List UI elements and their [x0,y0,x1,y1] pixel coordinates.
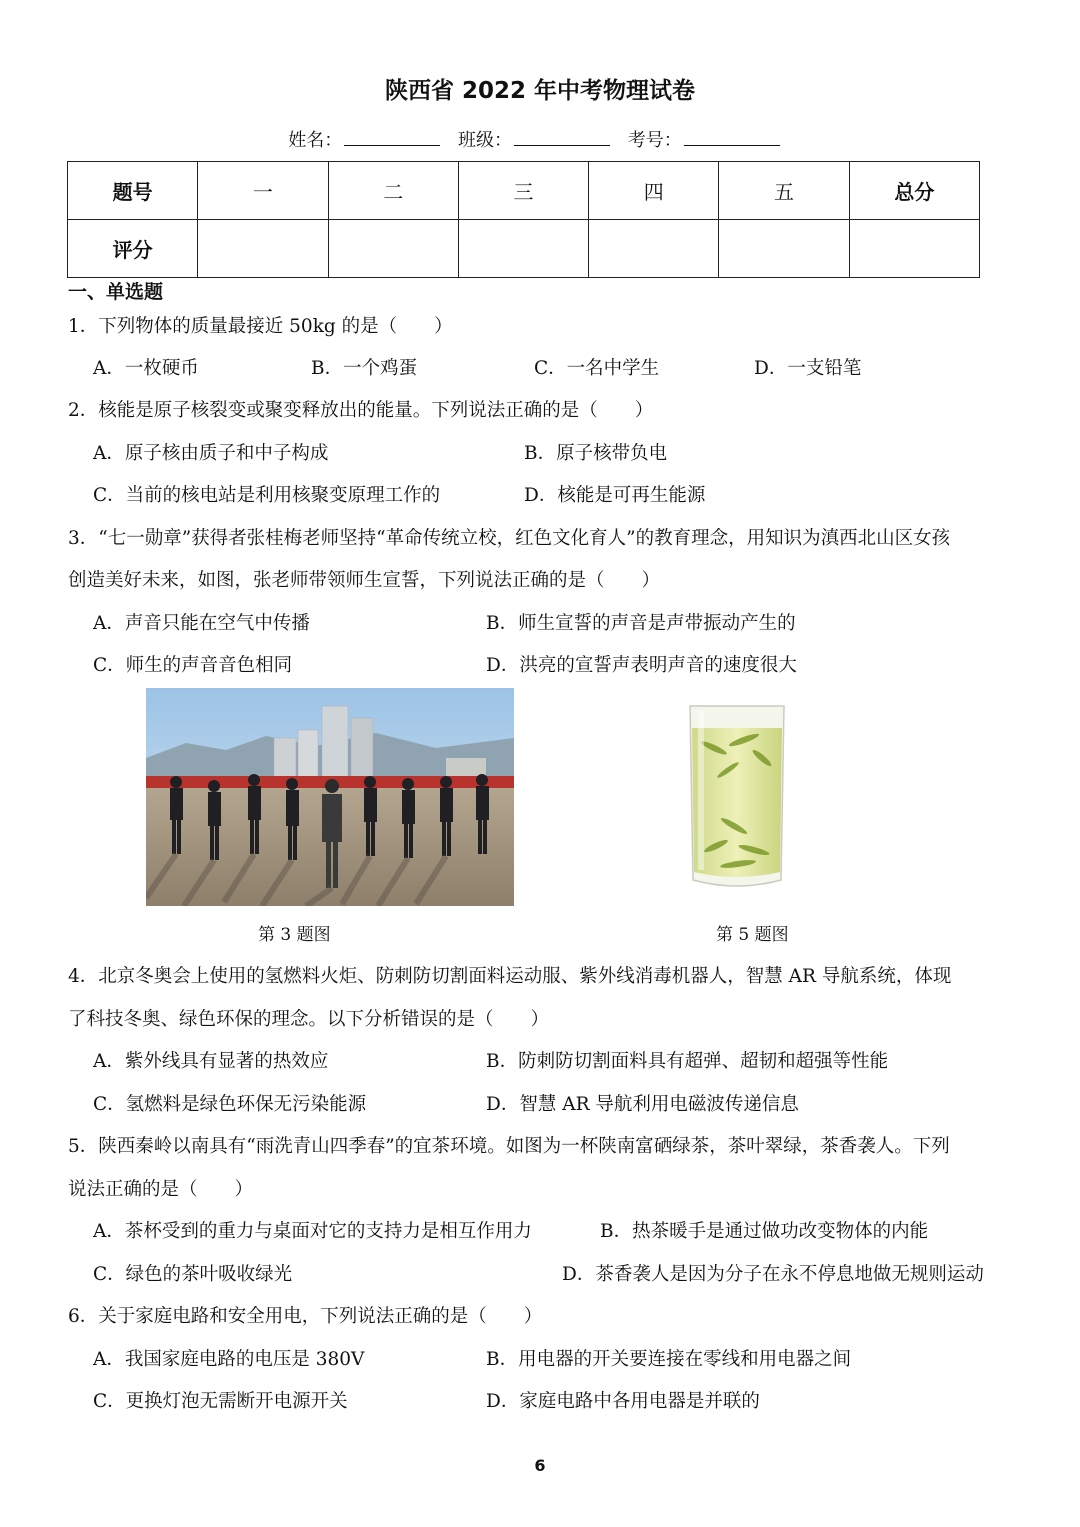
score-table [67,161,980,278]
question-3-stem-line1: 3．“七一勋章”获得者张桂梅老师坚持“革命传统立校，红色文化育人”的教育理念，用知识为滇西北山区女孩 [68,528,951,549]
q1-option-c: C．一名中学生 [534,358,660,379]
q6-option-d: D．家庭电路中各用电器是并联的 [486,1391,760,1412]
page-title: 陕西省 2022 年中考物理试卷 [384,78,696,104]
score-cell[interactable] [458,220,588,278]
figure-3-caption: 第 3 题图 [258,925,331,945]
q2-option-c: C．当前的核电站是利用核聚变原理工作的 [93,485,441,506]
question-5-stem-line2: 说法正确的是（ ） [68,1179,254,1200]
name-label: 姓名： [288,130,343,151]
q4-option-d: D．智慧 AR 导航利用电磁波传递信息 [486,1094,799,1115]
exam-no-label: 考号： [627,130,682,151]
q5-option-b: B．热茶暖手是通过做功改变物体的内能 [600,1221,929,1242]
score-cell[interactable] [589,220,719,278]
q6-option-b: B．用电器的开关要连接在零线和用电器之间 [486,1349,852,1370]
q3-option-a: A．声音只能在空气中传播 [93,613,310,634]
score-header-cell: 总分 [849,162,979,220]
question-5-stem-line1: 5．陕西秦岭以南具有“雨洗青山四季春”的宜茶环境。如图为一杯陕南富硒绿茶，茶叶翠绿，茶香袭人。下列 [68,1136,950,1157]
score-table-header-row [68,162,980,220]
oath-ceremony-photo [146,688,514,906]
score-cell[interactable] [198,220,328,278]
page-number: 6 [534,1456,546,1475]
question-3-stem-line2: 创造美好未来，如图，张老师带领师生宣誓，下列说法正确的是（ ） [68,570,661,591]
q6-option-c: C．更换灯泡无需断开电源开关 [93,1391,348,1412]
section-title: 一、单选题 [68,281,164,303]
q4-option-b: B．防刺防切割面料具有超弹、超韧和超强等性能 [486,1051,889,1072]
question-4-stem-line2: 了科技冬奥、绿色环保的理念。以下分析错误的是（ ） [68,1009,550,1030]
question-1-stem: 1．下列物体的质量最接近 50kg 的是（ ） [68,316,453,337]
score-cell[interactable] [849,220,979,278]
class-blank[interactable] [514,127,610,146]
exam-no-blank[interactable] [684,127,780,146]
score-row-label: 评分 [68,220,198,278]
q2-option-d: D．核能是可再生能源 [524,485,706,506]
score-header-cell: 四 [589,162,719,220]
q4-option-c: C．氢燃料是绿色环保无污染能源 [93,1094,367,1115]
q4-option-a: A．紫外线具有显著的热效应 [93,1051,329,1072]
q1-option-a: A．一枚硬币 [93,358,199,379]
score-header-cell: 三 [458,162,588,220]
score-header-cell: 二 [328,162,458,220]
score-header-cell: 题号 [68,162,198,220]
q5-option-c: C．绿色的茶叶吸收绿光 [93,1264,293,1285]
name-blank[interactable] [344,127,440,146]
score-table-score-row [68,220,980,278]
q1-option-b: B．一个鸡蛋 [311,358,418,379]
student-info-line [0,126,1080,152]
q3-option-d: D．洪亮的宣誓声表明声音的速度很大 [486,655,797,676]
green-tea-glass-photo [684,700,790,895]
question-6-stem: 6．关于家庭电路和安全用电，下列说法正确的是（ ） [68,1306,543,1327]
q1-option-d: D．一支铅笔 [754,358,862,379]
class-label: 班级： [458,130,512,151]
score-cell[interactable] [328,220,458,278]
figure-5-caption: 第 5 题图 [716,925,789,945]
q3-option-c: C．师生的声音音色相同 [93,655,293,676]
q5-option-a: A．茶杯受到的重力与桌面对它的支持力是相互作用力 [93,1221,532,1242]
question-2-stem: 2．核能是原子核裂变或聚变释放出的能量。下列说法正确的是（ ） [68,400,654,421]
score-header-cell: 一 [198,162,328,220]
q2-option-a: A．原子核由质子和中子构成 [93,443,329,464]
score-cell[interactable] [719,220,849,278]
q5-option-d: D．茶香袭人是因为分子在永不停息地做无规则运动 [562,1264,984,1285]
question-4-stem-line1: 4．北京冬奥会上使用的氢燃料火炬、防刺防切割面料运动服、紫外线消毒机器人，智慧 AR 导航系统，体现 [68,966,952,987]
score-header-cell: 五 [719,162,849,220]
q3-option-b: B．师生宣誓的声音是声带振动产生的 [486,613,796,634]
q6-option-a: A．我国家庭电路的电压是 380V [93,1349,365,1370]
q2-option-b: B．原子核带负电 [524,443,668,464]
